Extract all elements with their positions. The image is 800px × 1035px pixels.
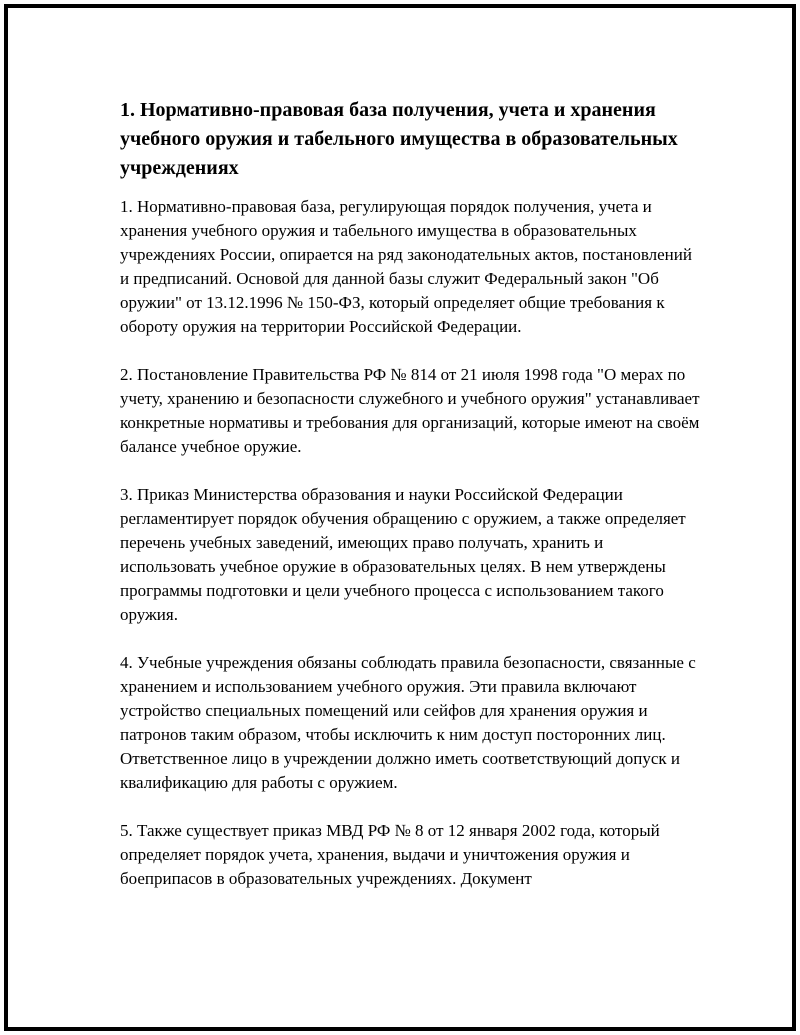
paragraph-5: 5. Также существует приказ МВД РФ № 8 от 12 января 2002 года, который определяет порядок учета, хранения, выдачи и уничтожения оружия и боеприпасов в образовательных учреждениях. Документ [120,821,660,888]
paragraph-3: 3. Приказ Министерства образования и науки Российской Федерации регламентирует порядок обучения обращению с оружием, а также определяет перечень учебных заведений, имеющих право получать, хранить и использовать учебное оружие в образовательных целях. В нем утверждены программы подготовки и цели учебного процесса с использованием такого оружия. [120,485,686,624]
document-title: 1. Нормативно-правовая база получения, учета и хранения учебного оружия и табельного имущества в образовательных учреждениях [120,99,678,179]
paragraph-2: 2. Постановление Правительства РФ № 814 от 21 июля 1998 года "О мерах по учету, хранению и безопасности служебного и учебного оружия" устанавливает конкретные нормативы и требования для организаций, которые имеют на своём балансе учебное оружие. [120,365,700,456]
paragraph-1: 1. Нормативно-правовая база, регулирующая порядок получения, учета и хранения учебного оружия и табельного имущества в образовательных учреждениях России, опирается на ряд законодательных актов, постановлений и предписаний. Основой для данной базы служит Федеральный закон "Об оружии" от 13.12.1996 № 150-ФЗ, который определяет общие требования к обороту оружия на территории Российской Федерации. [120,197,692,336]
page-frame [4,4,796,1031]
paragraph-4: 4. Учебные учреждения обязаны соблюдать правила безопасности, связанные с хранением и использованием учебного оружия. Эти правила включают устройство специальных помещений или сейфов для хранения оружия и патронов таким образом, чтобы исключить к ним доступ посторонних лиц. Ответственное лицо в учреждении должно иметь соответствующий допуск и квалификацию для работы с оружием. [120,653,696,792]
document-body [120,96,700,915]
